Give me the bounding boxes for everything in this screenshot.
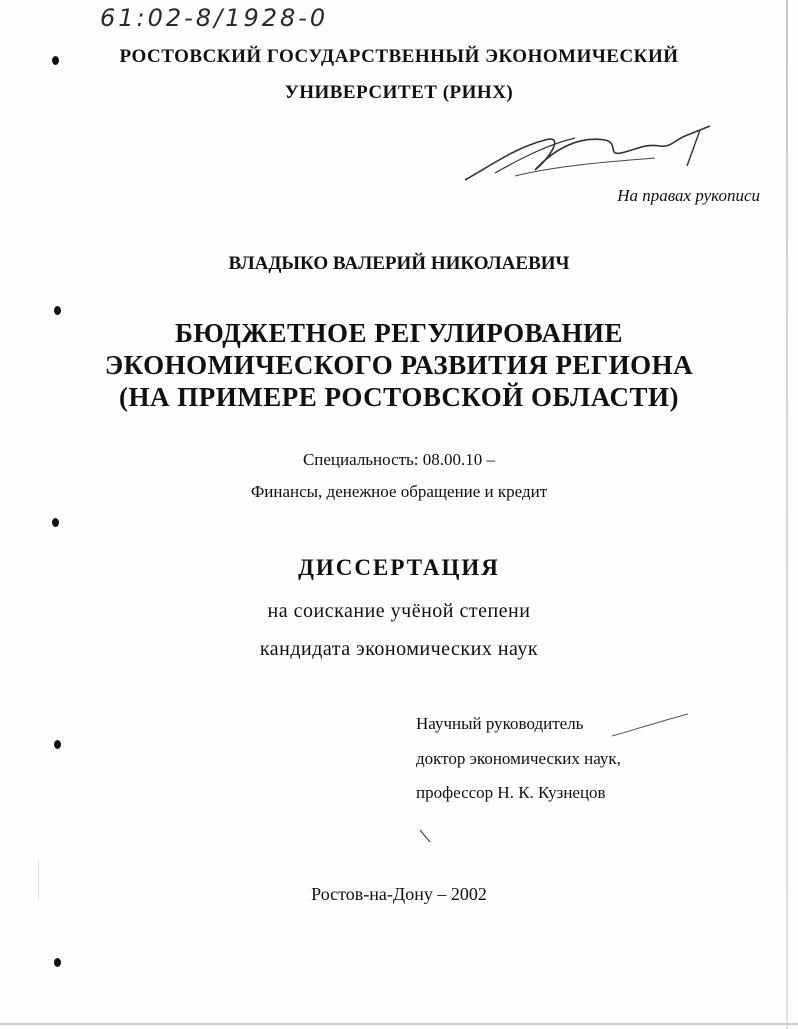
advisor-degree: доктор экономических наук, <box>416 749 621 768</box>
scan-edge-bottom <box>0 1023 798 1025</box>
city-year: Ростов-на-Дону – 2002 <box>311 884 487 904</box>
binding-hole-dot <box>54 740 61 749</box>
title-line2: ЭКОНОМИЧЕСКОГО РАЗВИТИЯ РЕГИОНА <box>104 350 694 380</box>
university-name-line1: РОСТОВСКИЙ ГОСУДАРСТВЕННЫЙ ЭКОНОМИЧЕСКИЙ <box>119 46 679 67</box>
binding-hole-dot <box>54 958 61 967</box>
degree-line2: кандидата экономических наук <box>259 638 539 660</box>
author-name: ВЛАДЫКО ВАЛЕРИЙ НИКОЛАЕВИЧ <box>228 253 570 274</box>
title-line1: БЮДЖЕТНОЕ РЕГУЛИРОВАНИЕ <box>175 318 623 348</box>
archive-number: 61:02-8/1928-0 <box>100 4 329 32</box>
degree-line1: на соискание учёной степени <box>267 600 531 622</box>
manuscript-rights-note: На правах рукописи <box>617 186 760 205</box>
title-line3: (НА ПРИМЕРЕ РОСТОВСКОЙ ОБЛАСТИ) <box>119 382 679 412</box>
university-name-line2: УНИВЕРСИТЕТ (РИНХ) <box>284 82 514 103</box>
handwritten-signature <box>455 118 725 193</box>
binding-hole-dot <box>54 306 61 315</box>
pen-tick-mark <box>418 828 432 844</box>
specialty-code: Специальность: 08.00.10 – <box>302 450 496 469</box>
specialty-name: Финансы, денежное обращение и кредит <box>250 482 548 501</box>
pen-stroke-mark <box>610 710 690 740</box>
advisor-name: профессор Н. К. Кузнецов <box>416 783 606 802</box>
binding-hole-dot <box>52 518 59 527</box>
scan-edge-right <box>786 0 788 1029</box>
advisor-title: Научный руководитель <box>416 714 584 733</box>
work-type: ДИССЕРТАЦИЯ <box>298 555 500 580</box>
